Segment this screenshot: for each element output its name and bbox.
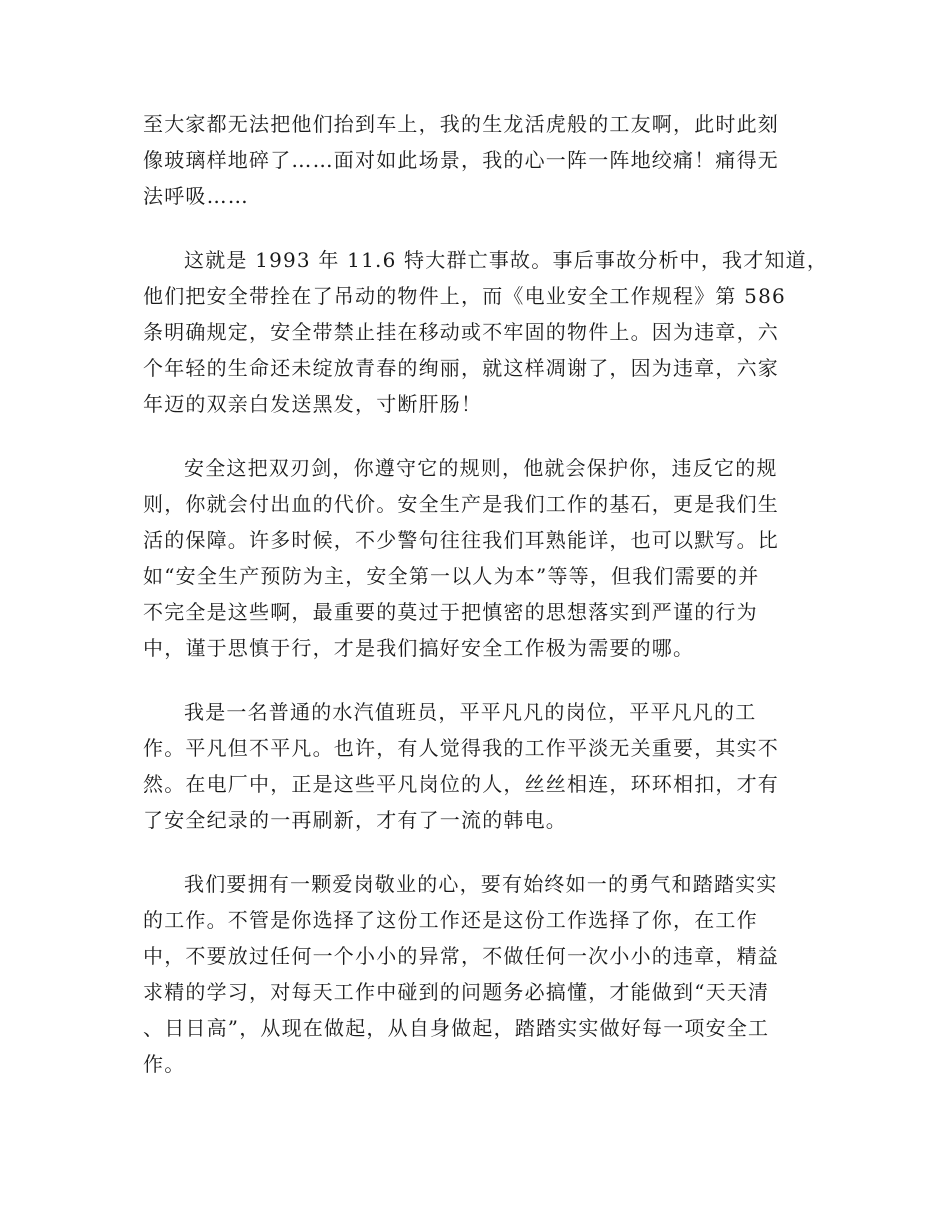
text-line: 至大家都无法把他们抬到车上，我的生龙活虎般的工友啊，此时此刻 <box>143 112 779 136</box>
text-line: 像玻璃样地碎了……面对如此场景，我的心一阵一阵地绞痛！痛得无 <box>143 148 779 172</box>
text-line: 他们把安全带拴在了吊动的物件上，而《电业安全工作规程》第 586 <box>143 284 786 308</box>
paragraph-4 <box>143 694 803 838</box>
text-line: 、日日高”，从现在做起，从自身做起，踏踏实实做好每一项安全工 <box>143 1016 770 1040</box>
paragraph-2 <box>143 242 829 422</box>
text-line: 不完全是这些啊，最重要的莫过于把慎密的思想落实到严谨的行为 <box>143 600 758 624</box>
text-line: 的工作。不管是你选择了这份工作还是这份工作选择了你，在工作 <box>143 908 758 932</box>
text-line: 我是一名普通的水汽值班员，平平凡凡的岗位，平平凡凡的工 <box>184 700 757 724</box>
text-line: 年迈的双亲白发送黑发，寸断肝肠！ <box>143 392 483 416</box>
paragraph-3 <box>143 450 803 666</box>
text-line: 活的保障。许多时候，不少警句往往我们耳熟能详，也可以默写。比 <box>143 528 779 552</box>
text-line: 如“安全生产预防为主，安全第一以人为本”等等，但我们需要的并 <box>143 564 760 588</box>
text-line: 个年轻的生命还未绽放青春的绚丽，就这样凋谢了，因为违章，六家 <box>143 356 779 380</box>
text-line: 这就是 1993 年 11.6 特大群亡事故。事后事故分析中，我才知道， <box>184 248 829 272</box>
text-line: 中，不要放过任何一个小小的异常，不做任何一次小小的违章，精益 <box>143 944 779 968</box>
paragraph-5 <box>143 866 803 1082</box>
text-line: 安全这把双刃剑，你遵守它的规则，他就会保护你，违反它的规 <box>184 456 778 480</box>
text-line: 求精的学习，对每天工作中碰到的问题务必搞懂，才能做到“天天清 <box>143 980 770 1004</box>
text-line: 条明确规定，安全带禁止挂在移动或不牢固的物件上。因为违章，六 <box>143 320 779 344</box>
text-line: 法呼吸…… <box>143 184 249 208</box>
text-line: 中，谨于思慎于行，才是我们搞好安全工作极为需要的哪。 <box>143 636 695 660</box>
paragraph-1 <box>143 106 803 214</box>
document-body <box>143 106 829 1110</box>
text-line: 则，你就会付出血的代价。安全生产是我们工作的基石，更是我们生 <box>143 492 779 516</box>
text-line: 作。平凡但不平凡。也许，有人觉得我的工作平淡无关重要，其实不 <box>143 736 779 760</box>
text-line: 了安全纪录的一再刷新，才有了一流的韩电。 <box>143 808 567 832</box>
text-line: 我们要拥有一颗爱岗敬业的心，要有始终如一的勇气和踏踏实实 <box>184 872 778 896</box>
text-line: 然。在电厂中，正是这些平凡岗位的人，丝丝相连，环环相扣，才有 <box>143 772 779 796</box>
text-line: 作。 <box>143 1052 186 1076</box>
